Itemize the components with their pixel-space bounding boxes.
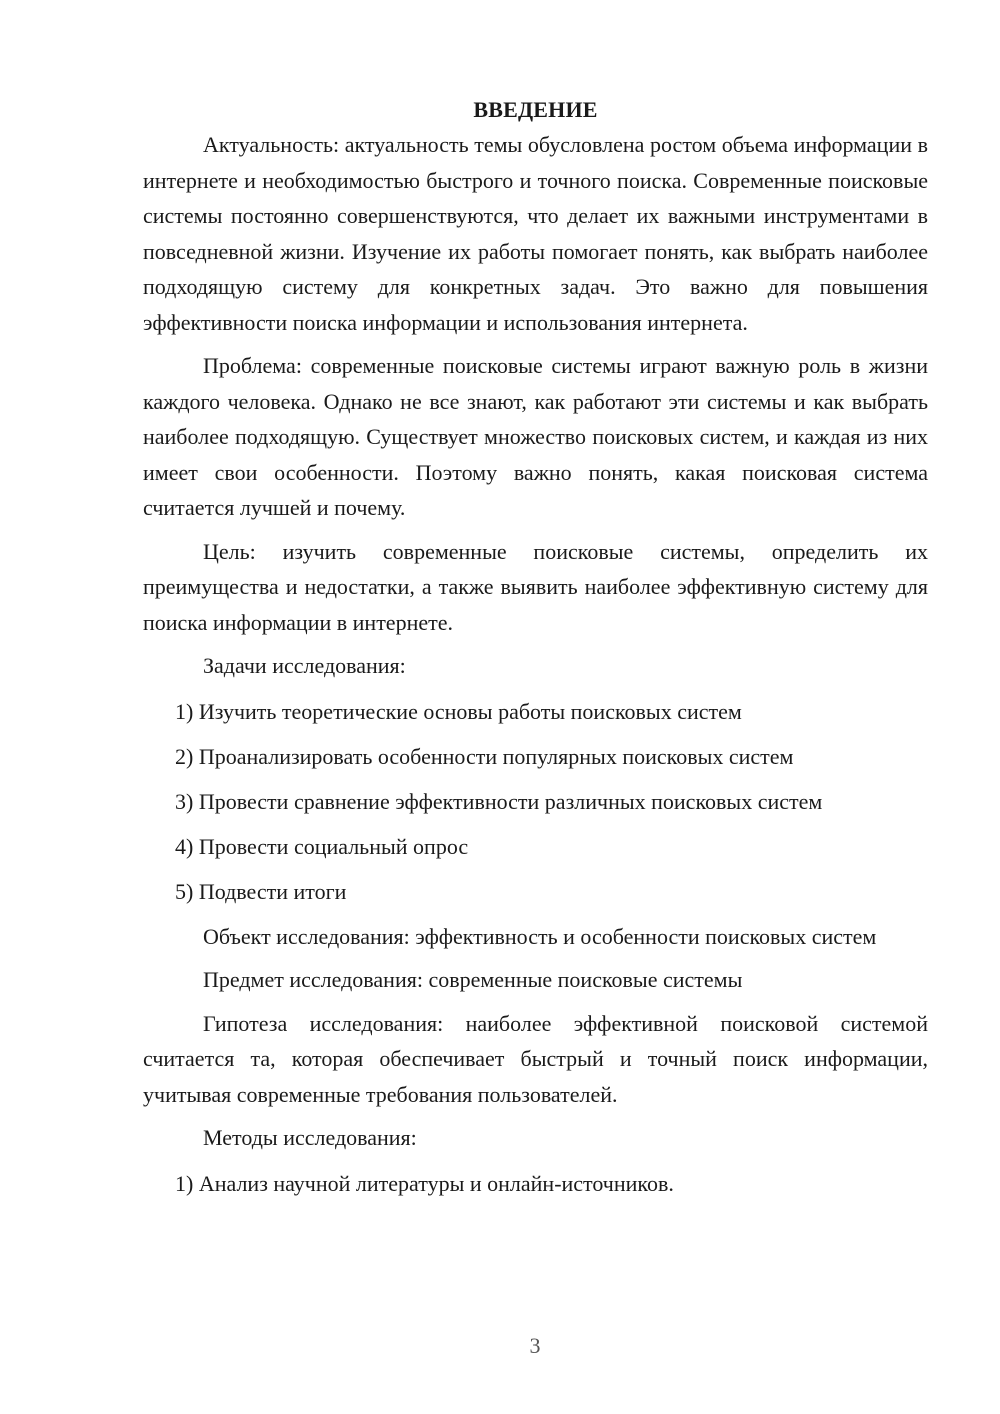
problem-paragraph: Проблема: современные поисковые системы играют важную роль в жизни каждого человека. Однако не все знают, как работают эти системы и как выбрать наиболее подходящую. Существует множество поисковых систем, и каждая из них имеет свои особенности. Поэтому важно понять, какая поисковая система считается лучшей и почему. xyxy=(143,353,928,520)
section-title: ВВЕДЕНИЕ xyxy=(473,97,598,122)
task-item: 4) Провести социальный опрос xyxy=(175,833,469,859)
task-item: 3) Провести сравнение эффективности различных поисковых систем xyxy=(175,788,823,814)
subject-paragraph: Предмет исследования: современные поисковые системы xyxy=(203,967,743,992)
goal-paragraph: Цель: изучить современные поисковые системы, определить их преимущества и недостатки, а также выявить наиболее эффективную систему для поиска информации в интернете. xyxy=(143,538,928,635)
method-item: 1) Анализ научной литературы и онлайн-источников. xyxy=(175,1170,674,1196)
page-number: 3 xyxy=(529,1333,541,1358)
tasks-heading: Задачи исследования: xyxy=(203,653,406,678)
relevance-paragraph: Актуальность: актуальность темы обусловлена ростом объема информации в интернете и необходимостью быстрого и точного поиска. Современные поисковые системы постоянно совершенствуются, что делает их важными инструментами в повседневной жизни. Изучение их работы помогает понять, как выбрать наиболее подходящую систему для конкретных задач. Это важно для повышения эффективности поиска информации и использования интернета. xyxy=(143,132,928,335)
task-item: 1) Изучить теоретические основы работы поисковых систем xyxy=(175,698,742,724)
task-item: 5) Подвести итоги xyxy=(175,878,347,904)
task-item: 2) Проанализировать особенности популярных поисковых систем xyxy=(175,743,794,769)
object-paragraph: Объект исследования: эффективность и особенности поисковых систем xyxy=(203,923,877,949)
hypothesis-paragraph: Гипотеза исследования: наиболее эффективной поисковой системой считается та, которая обеспечивает быстрый и точный поиск информации, учитывая современные требования пользователей. xyxy=(143,1010,928,1107)
methods-heading: Методы исследования: xyxy=(203,1125,417,1150)
document-page xyxy=(143,92,928,1201)
